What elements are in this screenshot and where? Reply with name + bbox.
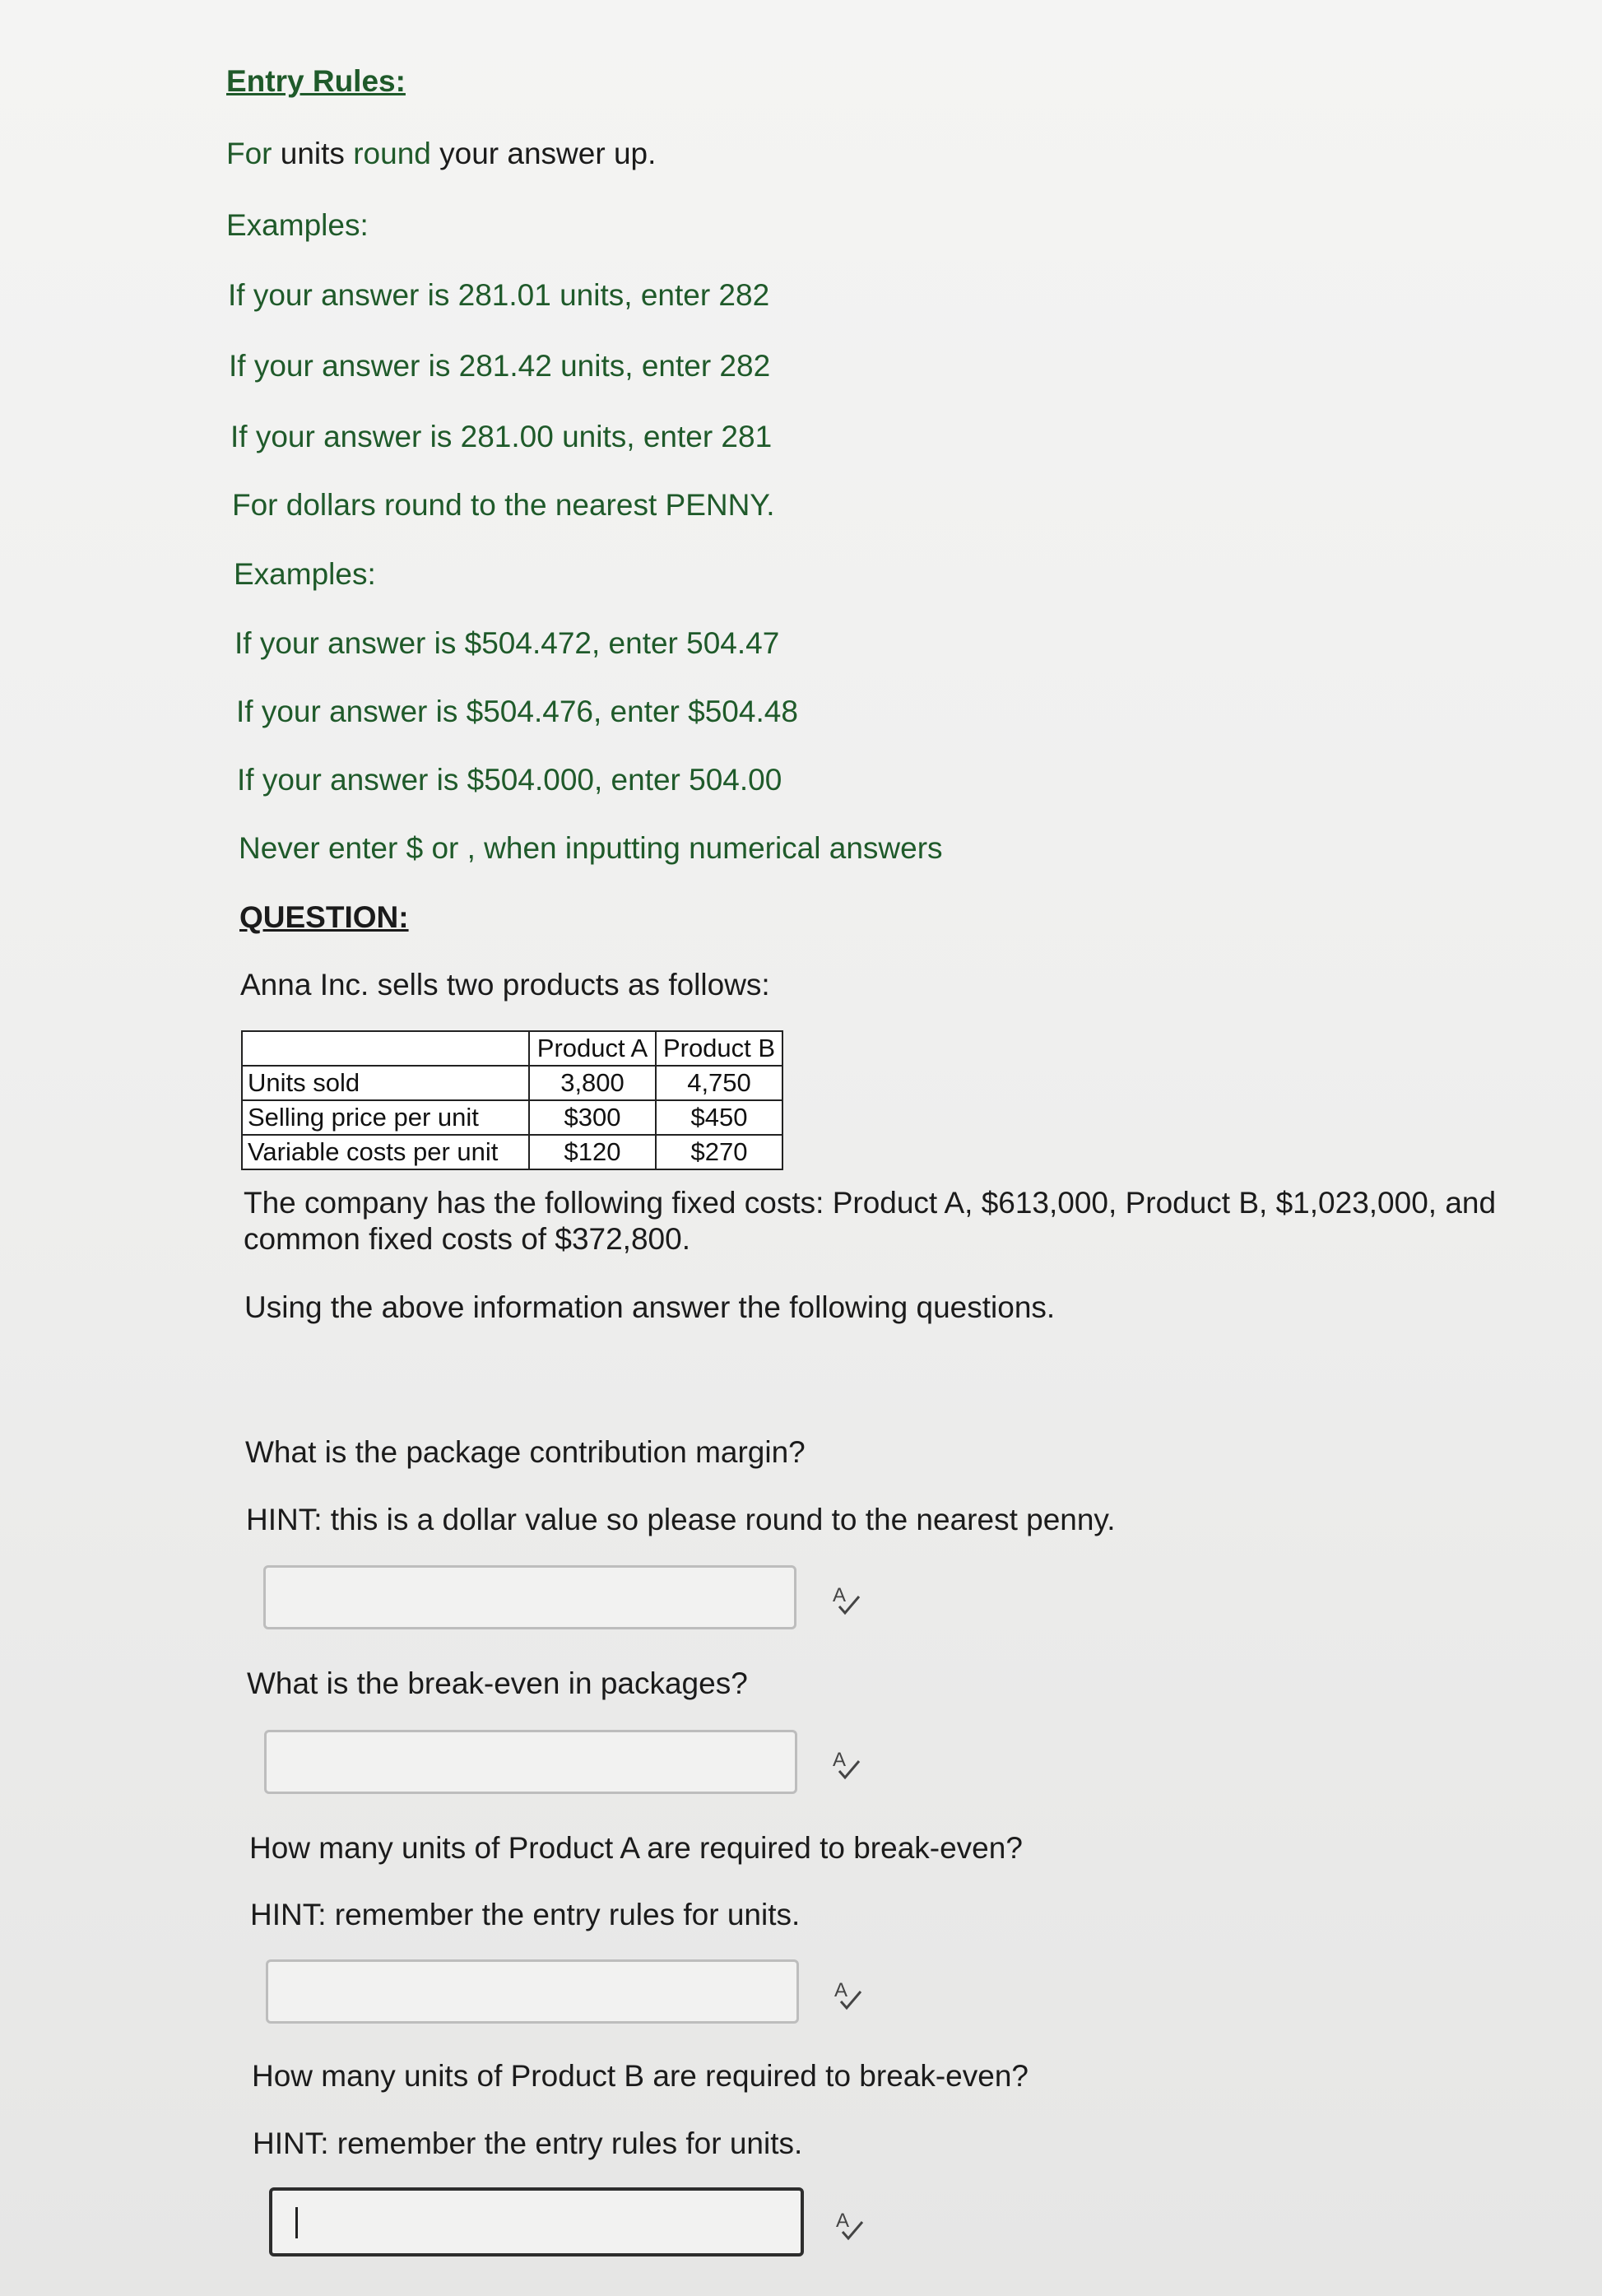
dollar-example-3: If your answer is $504.000, enter 504.00 bbox=[237, 763, 782, 797]
subq-3-hint: HINT: remember the entry rules for units. bbox=[250, 1898, 801, 1931]
instructions-text: Using the above information answer the following questions. bbox=[244, 1290, 1056, 1324]
table-cell: $120 bbox=[529, 1135, 656, 1169]
svg-text:A: A bbox=[834, 1979, 848, 2001]
table-cell: Units sold bbox=[242, 1066, 529, 1100]
question-intro: Anna Inc. sells two products as follows: bbox=[240, 968, 770, 1002]
answer-box-1[interactable] bbox=[263, 1565, 796, 1629]
answer-box-3[interactable] bbox=[266, 1959, 799, 2024]
fixed-costs-text: The company has the following fixed costs: Product A, $613,000, Product B, $1,023,000, and common fixed costs of $372,800. bbox=[244, 1186, 1497, 1256]
svg-text:A: A bbox=[833, 1749, 847, 1771]
table-row bbox=[242, 1066, 782, 1100]
spellcheck-icon[interactable] bbox=[833, 2205, 871, 2243]
subq-1-hint: HINT: this is a dollar value so please round to the nearest penny. bbox=[246, 1503, 1116, 1536]
subq-4-hint: HINT: remember the entry rules for units. bbox=[253, 2126, 803, 2160]
subq-4-prompt: How many units of Product B are required to break-even? bbox=[252, 2059, 1029, 2093]
examples-label-dollars: Examples: bbox=[234, 557, 376, 591]
units-rule-units: units bbox=[280, 137, 345, 170]
svg-text:A: A bbox=[833, 1584, 847, 1606]
subq-2-prompt: What is the break-even in packages? bbox=[247, 1666, 748, 1700]
table-cell: 3,800 bbox=[529, 1066, 656, 1100]
package-contribution-margin-input[interactable] bbox=[266, 1568, 794, 1627]
dollar-example-1: If your answer is $504.472, enter 504.47 bbox=[234, 626, 780, 660]
spellcheck-icon[interactable] bbox=[829, 1745, 867, 1782]
question-heading: QUESTION: bbox=[239, 900, 409, 934]
answer-box-2[interactable] bbox=[264, 1730, 797, 1794]
table-header-row bbox=[242, 1031, 782, 1066]
break-even-packages-input[interactable] bbox=[267, 1732, 795, 1792]
table-cell: $270 bbox=[656, 1135, 782, 1169]
table-header-cell: Product A bbox=[529, 1031, 656, 1066]
product-a-units-input[interactable] bbox=[268, 1962, 796, 2021]
subq-1-prompt: What is the package contribution margin? bbox=[245, 1435, 806, 1469]
unit-example-3: If your answer is 281.00 units, enter 281 bbox=[230, 420, 773, 453]
product-b-units-input[interactable] bbox=[272, 2191, 801, 2253]
units-rule-suffix: your answer up. bbox=[439, 137, 657, 170]
dollar-example-2: If your answer is $504.476, enter $504.48 bbox=[236, 695, 798, 728]
table-cell: Selling price per unit bbox=[242, 1100, 529, 1135]
table-cell: $300 bbox=[529, 1100, 656, 1135]
spellcheck-icon[interactable] bbox=[831, 1975, 869, 2013]
products-table bbox=[241, 1030, 783, 1170]
examples-label-units: Examples: bbox=[226, 208, 369, 242]
entry-rules-heading: Entry Rules: bbox=[226, 64, 406, 98]
table-cell: $450 bbox=[656, 1100, 782, 1135]
units-rule-for: For bbox=[226, 137, 272, 170]
table-cell: 4,750 bbox=[656, 1066, 782, 1100]
answer-box-4[interactable] bbox=[269, 2187, 804, 2256]
units-rule-round: round bbox=[353, 137, 431, 170]
table-header-cell: Product B bbox=[656, 1031, 782, 1066]
unit-example-1: If your answer is 281.01 units, enter 282 bbox=[228, 278, 770, 312]
unit-example-2: If your answer is 281.42 units, enter 282 bbox=[229, 349, 771, 383]
table-cell: Variable costs per unit bbox=[242, 1135, 529, 1169]
svg-text:A: A bbox=[836, 2210, 850, 2232]
table-row bbox=[242, 1100, 782, 1135]
units-rule bbox=[226, 137, 656, 171]
text-caret bbox=[295, 2207, 298, 2238]
subq-3-prompt: How many units of Product A are required to break-even? bbox=[249, 1831, 1023, 1865]
table-row bbox=[242, 1135, 782, 1169]
never-enter-rule: Never enter $ or , when inputting numerical answers bbox=[239, 831, 943, 865]
dollars-rule: For dollars round to the nearest PENNY. bbox=[232, 488, 775, 522]
spellcheck-icon[interactable] bbox=[829, 1580, 867, 1618]
table-header-cell bbox=[242, 1031, 529, 1066]
